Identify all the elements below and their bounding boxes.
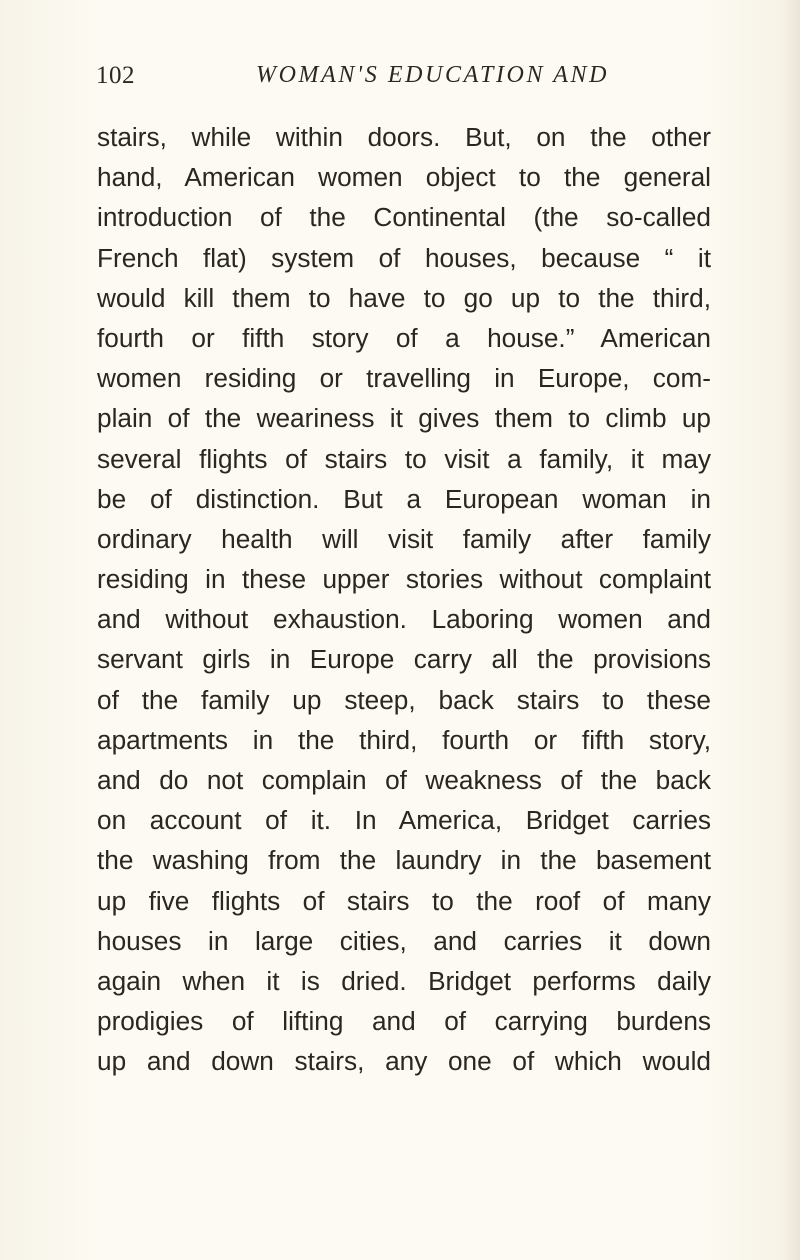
text-line: up five flights of stairs to the roof of many (97, 885, 711, 916)
text-line: apartments in the third, fourth or fifth story, (97, 724, 711, 755)
text-line: plain of the weariness it gives them to climb up (97, 403, 711, 434)
text-line: several flights of stairs to visit a family, it may (97, 443, 711, 474)
text-line: stairs, while within doors. But, on the other (97, 122, 711, 152)
text-line: and without exhaustion. Laboring women and (97, 604, 711, 635)
text-line: be of distinction. But a European woman in (97, 483, 711, 514)
text-line: and do not complain of weakness of the back (97, 765, 711, 795)
text-line: of the family up steep, back stairs to these (97, 684, 711, 715)
running-head (96, 62, 716, 92)
body-text (97, 117, 711, 1082)
text-line: on account of it. In America, Bridget carries (97, 805, 711, 836)
text-line: introduction of the Continental (the so-called (97, 202, 711, 233)
text-line: residing in these upper stories without complaint (97, 564, 711, 595)
text-line: servant girls in Europe carry all the provisions (97, 644, 711, 675)
text-line: ordinary health will visit family after family (97, 523, 711, 554)
text-line: up and down stairs, any one of which would (97, 1046, 711, 1077)
text-line: women residing or travelling in Europe, com- (97, 363, 711, 394)
text-line: fourth or fifth story of a house.” American (97, 322, 711, 353)
text-line: would kill them to have to go up to the third, (97, 282, 711, 313)
text-line: again when it is dried. Bridget performs daily (97, 965, 711, 996)
page-number: 102 (96, 62, 135, 89)
text-line: prodigies of lifting and of carrying burdens (97, 1006, 711, 1037)
page-edge-shadow (782, 0, 800, 1260)
text-line: hand, American women object to the general (97, 162, 711, 193)
running-title: WOMAN'S EDUCATION AND (256, 62, 610, 88)
text-line: the washing from the laundry in the basement (97, 845, 711, 876)
text-line: houses in large cities, and carries it down (97, 925, 711, 956)
text-line: French flat) system of houses, because “ it (97, 242, 711, 273)
